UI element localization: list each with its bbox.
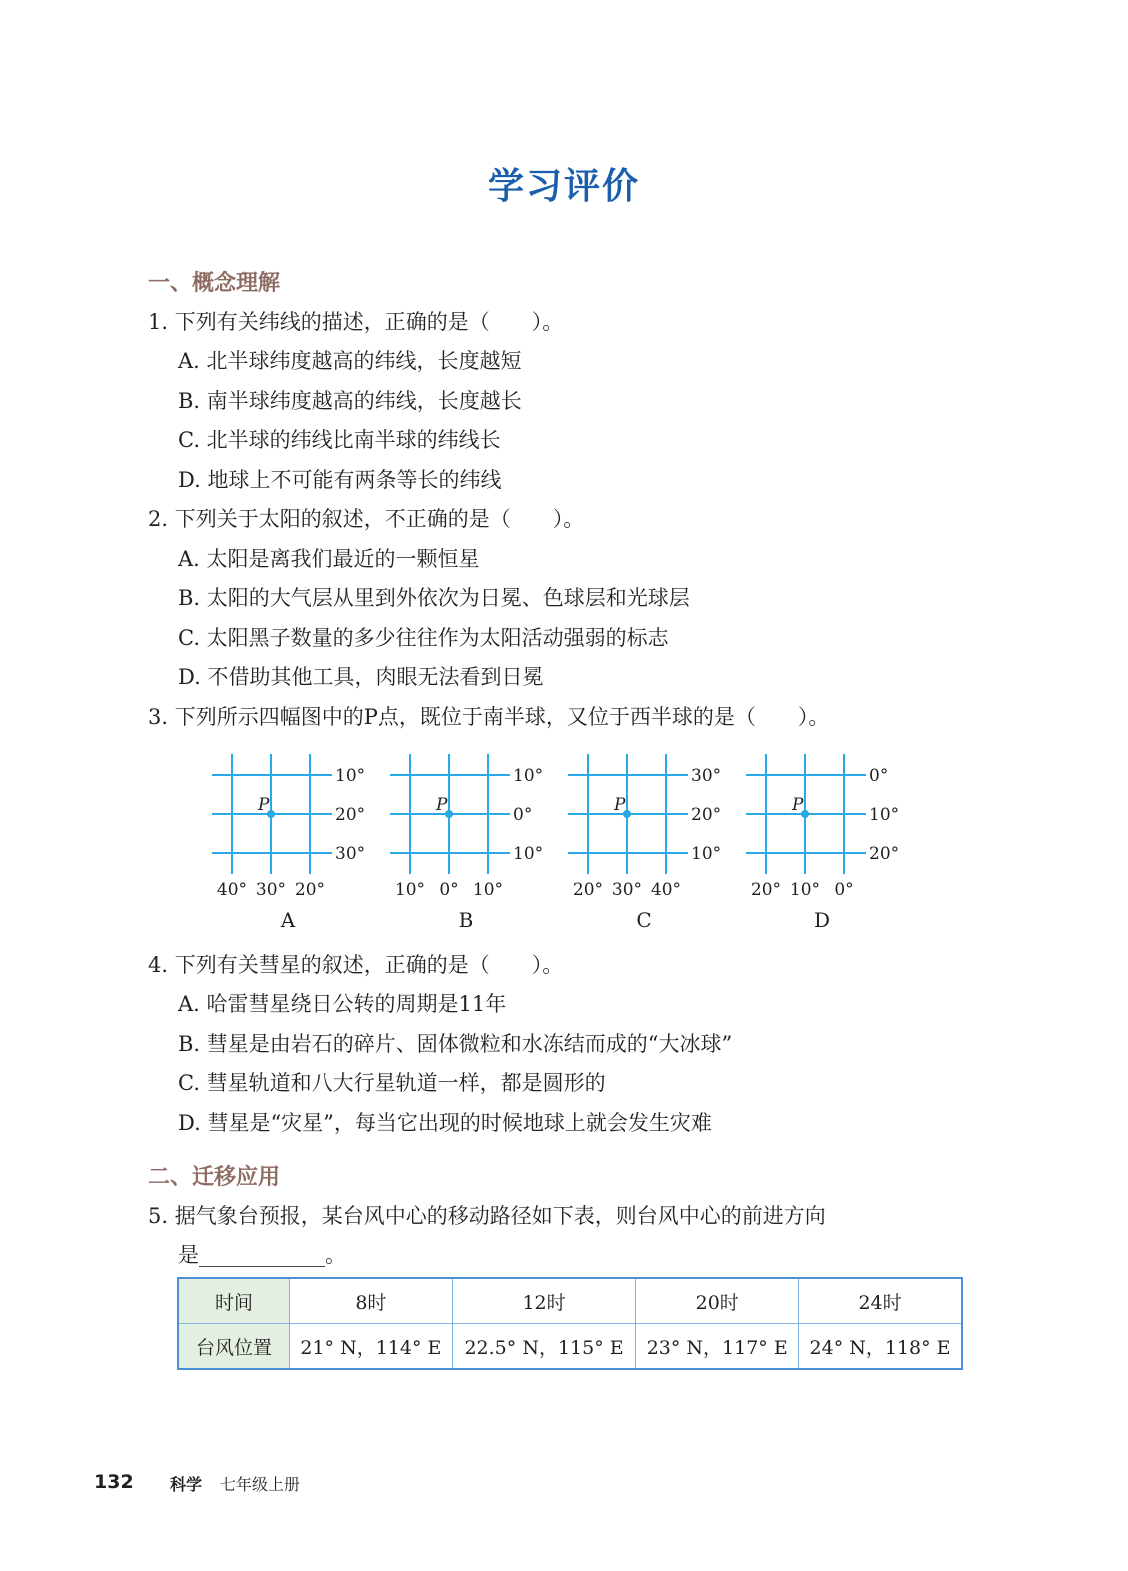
lat-label: 10° — [513, 844, 544, 864]
table-header-cell: 台风位置 — [178, 1324, 290, 1370]
question-1-option-c: C. 北半球的纬线比南半球的纬线长 — [178, 428, 501, 452]
lon-label: 30° — [255, 880, 287, 900]
question-2-option-c: C. 太阳黑子数量的多少往往作为太阳活动强弱的标志 — [178, 626, 669, 650]
question-4-stem: 4. 下列有关彗星的叙述，正确的是（ ）。 — [148, 953, 564, 977]
grid-figure-b — [388, 750, 548, 940]
point-p-label: P — [436, 795, 448, 815]
lat-label: 0° — [513, 805, 533, 825]
lat-label: 30° — [691, 766, 722, 786]
footer-subject: 科学 — [170, 1475, 203, 1494]
lon-label: 40° — [216, 880, 248, 900]
question-1-stem: 1. 下列有关纬线的描述，正确的是（ ）。 — [148, 310, 564, 334]
grid-figure-c — [566, 750, 726, 940]
table-header-cell: 时间 — [178, 1278, 290, 1324]
question-2-option-d: D. 不借助其他工具，肉眼无法看到日冕 — [178, 665, 544, 689]
question-3-stem: 3. 下列所示四幅图中的P点，既位于南半球，又位于西半球的是（ ）。 — [148, 705, 830, 729]
question-2-stem: 2. 下列关于太阳的叙述，不正确的是（ ）。 — [148, 507, 585, 531]
table-row — [178, 1278, 962, 1324]
table-cell: 20时 — [636, 1278, 799, 1324]
lon-label: 20° — [750, 880, 782, 900]
question-1-option-b: B. 南半球纬度越高的纬线，长度越长 — [178, 389, 522, 413]
question-5-stem: 5. 据气象台预报，某台风中心的移动路径如下表，则台风中心的前进方向 — [148, 1204, 826, 1228]
lon-label: 20° — [294, 880, 326, 900]
lat-label: 20° — [691, 805, 722, 825]
lon-label: 0° — [439, 880, 459, 900]
question-4-option-a: A. 哈雷彗星绕日公转的周期是11年 — [178, 992, 507, 1016]
question-4-option-d: D. 彗星是“灾星”，每当它出现的时候地球上就会发生灾难 — [178, 1111, 712, 1135]
lat-label: 10° — [513, 766, 544, 786]
footer-grade: 七年级上册 — [220, 1475, 301, 1494]
point-p-label: P — [792, 795, 804, 815]
table-cell: 23° N，117° E — [636, 1324, 799, 1370]
lat-label: 10° — [335, 766, 366, 786]
table-cell: 22.5° N，115° E — [452, 1324, 636, 1370]
question-2-option-b: B. 太阳的大气层从里到外依次为日冕、色球层和光球层 — [178, 586, 690, 610]
lon-label: 10° — [789, 880, 821, 900]
lat-label: 20° — [335, 805, 366, 825]
point-p-label: P — [258, 795, 270, 815]
section-heading-application: 二、迁移应用 — [148, 1165, 281, 1190]
question-4-option-b: B. 彗星是由岩石的碎片、固体微粒和水冻结而成的“大冰球” — [178, 1032, 733, 1056]
typhoon-path-table — [177, 1277, 963, 1370]
table-cell: 21° N，114° E — [290, 1324, 453, 1370]
lon-label: 0° — [834, 880, 854, 900]
question-2-option-a: A. 太阳是离我们最近的一颗恒星 — [178, 547, 480, 571]
question-4-option-c: C. 彗星轨道和八大行星轨道一样，都是圆形的 — [178, 1071, 606, 1095]
lat-label: 0° — [869, 766, 889, 786]
lat-label: 10° — [691, 844, 722, 864]
figure-caption: D — [813, 908, 831, 932]
page-number: 132 — [94, 1471, 134, 1493]
lat-label: 30° — [335, 844, 366, 864]
lat-label: 20° — [869, 844, 900, 864]
section-heading-concept: 一、概念理解 — [148, 271, 281, 296]
page-title: 学习评价 — [487, 166, 640, 207]
lon-label: 20° — [572, 880, 604, 900]
table-cell: 8时 — [290, 1278, 453, 1324]
question-5-answer-blank: 是____________。 — [178, 1243, 346, 1267]
figure-caption: A — [280, 908, 296, 932]
lon-label: 10° — [394, 880, 426, 900]
lat-label: 10° — [869, 805, 900, 825]
lon-label: 10° — [472, 880, 504, 900]
table-cell: 24° N，118° E — [799, 1324, 962, 1370]
question-1-option-d: D. 地球上不可能有两条等长的纬线 — [178, 468, 502, 492]
figure-caption: C — [636, 908, 652, 932]
table-cell: 12时 — [452, 1278, 636, 1324]
question-1-option-a: A. 北半球纬度越高的纬线，长度越短 — [178, 349, 522, 373]
lon-label: 30° — [611, 880, 643, 900]
lon-label: 40° — [650, 880, 682, 900]
table-row — [178, 1324, 962, 1370]
figure-caption: B — [458, 908, 474, 932]
grid-figure-d — [744, 750, 904, 940]
table-cell: 24时 — [799, 1278, 962, 1324]
grid-figure-a — [210, 750, 370, 940]
point-p-label: P — [614, 795, 626, 815]
